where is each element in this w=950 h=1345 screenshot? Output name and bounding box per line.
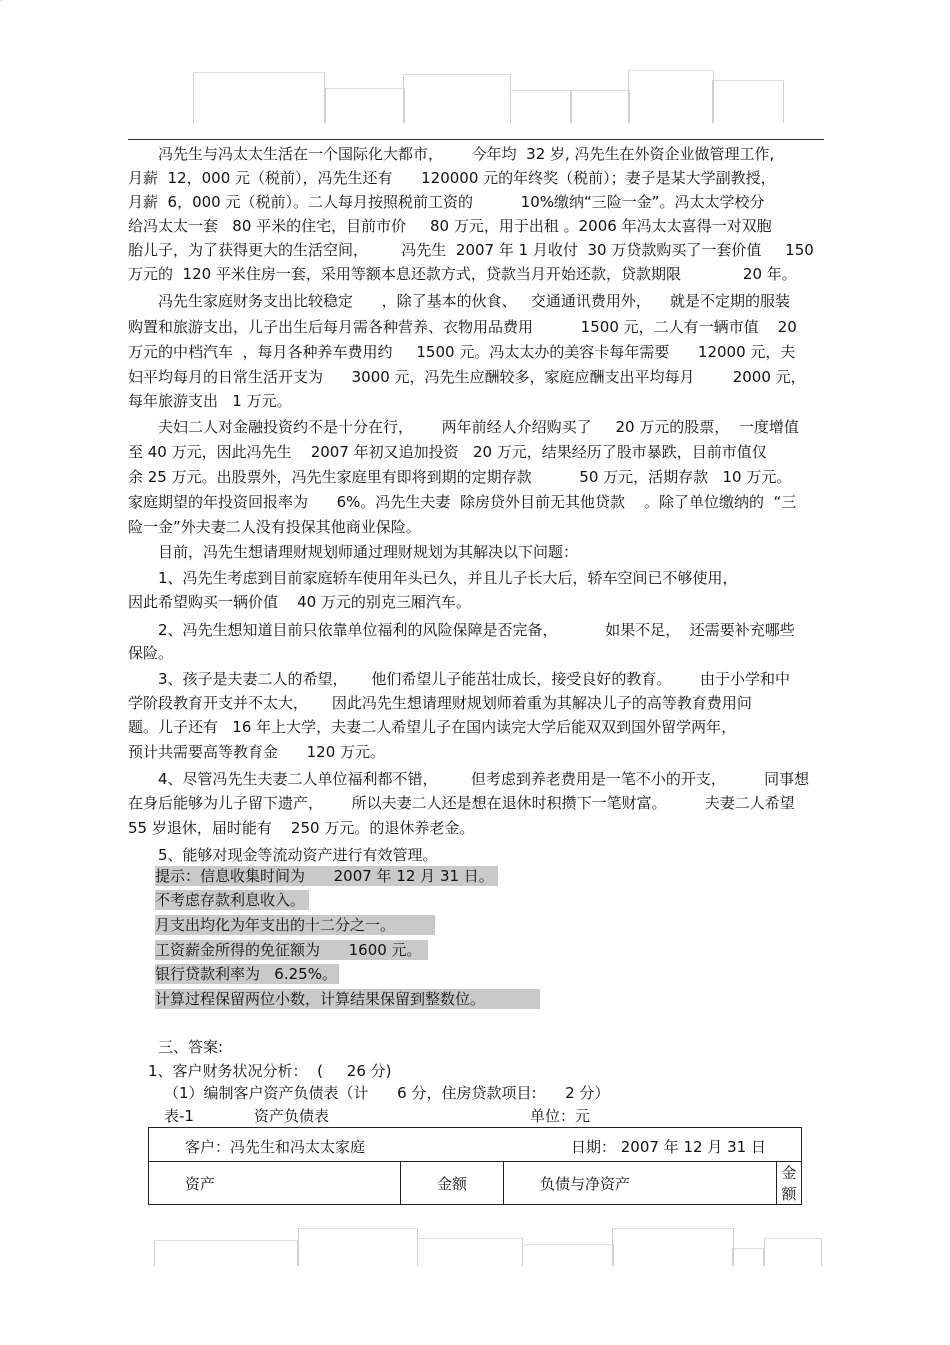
footer-mark xyxy=(417,1238,523,1266)
hint-line: 银行贷款利率为 6.25%。 xyxy=(155,965,337,983)
answer-heading: 三、答案: xyxy=(158,1038,224,1056)
text-line: 险一金”外夫妻二人没有投保其他商业保险。 xyxy=(128,518,421,536)
text-line: 月薪 12，000 元（税前），冯先生还有 120000 元的年终奖（税前）；妻子是某大学副教授， xyxy=(128,169,776,187)
text-line: 万元的中档汽车 ，每月各种养车费用约 1500 元。冯太太办的美容卡每年需要 12000 元，夫 xyxy=(128,343,796,361)
header-mark xyxy=(570,90,630,123)
header-assets: 资产 xyxy=(149,1162,401,1205)
header-mark xyxy=(712,80,784,123)
hint-line: 月支出均化为年支出的十二分之一。 xyxy=(155,916,396,934)
text-line: 5、能够对现金等流动资产进行有效管理。 xyxy=(158,846,438,864)
header-rule xyxy=(128,139,824,140)
answer-item-1-1: （1）编制客户资产负债表（计 6 分，住房贷款项目: 2 分） xyxy=(164,1084,610,1102)
hint-line: 计算过程保留两位小数，计算结果保留到整数位。 xyxy=(155,990,486,1008)
text-line: 4、尽管冯先生夫妻二人单位福利都不错， 但考虑到养老费用是一笔不小的开支， 同事想 xyxy=(158,770,810,788)
text-line: 2、冯先生想知道目前只依靠单位福利的风险保障是否完备， 如果不足， 还需要补充哪些 xyxy=(158,621,795,639)
table-unit: 单位：元 xyxy=(530,1107,591,1125)
header-mark xyxy=(193,72,325,123)
header-mark xyxy=(403,74,511,123)
text-line: 给冯太太一套 80 平米的住宅，目前市价 80 万元，用于出租 。2006 年冯太太喜得一对双胞 xyxy=(128,217,772,235)
text-line: 预计共需要高等教育金 120 万元。 xyxy=(128,743,386,761)
footer-mark xyxy=(298,1228,418,1266)
table-title: 资产负债表 xyxy=(254,1107,330,1125)
hint-line: 不考虑存款利息收入。 xyxy=(155,891,306,909)
text-line: 购置和旅游支出，儿子出生后每月需各种营养、衣物用品费用 1500 元，二人有一辆市值 20 xyxy=(128,318,797,336)
table-date: 日期： 2007 年 12 月 31 日 xyxy=(571,1138,766,1156)
text-line: 妇平均每月的日常生活开支为 3000 元，冯先生应酬较多，家庭应酬支出平均每月 2000 元， xyxy=(128,368,806,386)
text-line: 在身后能够为儿子留下遗产， 所以夫妻二人还是想在退休时积攒下一笔财富。 夫妻二人希望 xyxy=(128,794,795,812)
hint-line: 提示：信息收集时间为 2007 年 12 月 31 日。 xyxy=(155,867,494,885)
text-line: 1、冯先生考虑到目前家庭轿车使用年头已久，并且儿子长大后，轿车空间已不够使用， xyxy=(158,569,738,587)
footer-mark xyxy=(732,1248,764,1266)
header-liabilities: 负债与净资产 xyxy=(504,1162,777,1205)
table-label: 表-1 xyxy=(164,1107,194,1125)
text-line: 月薪 6，000 元（税前）。二人每月按照税前工资的 10%缴纳“三险一金”。冯太太学校分 xyxy=(128,193,765,211)
text-line: 学阶段教育开支并不太大， 因此冯先生想请理财规划师着重为其解决儿子的高等教育费用问 xyxy=(128,694,752,712)
text-line: 题。儿子还有 16 年上大学，夫妻二人希望儿子在国内读完大学后能双双到国外留学两年， xyxy=(128,718,737,736)
header-mark xyxy=(628,70,714,123)
text-line: 夫妇二人对金融投资约不是十分在行， 两年前经人介绍购买了 20 万元的股票， 一度增值 xyxy=(158,418,799,436)
answer-item-1: 1、客户财务状况分析： ( 26 分) xyxy=(148,1062,392,1080)
text-line: 冯先生家庭财务支出比较稳定 ，除了基本的伙食、 交通通讯费用外， 就是不定期的服装 xyxy=(158,292,790,310)
header-mark xyxy=(510,90,572,123)
text-line: 3、孩子是夫妻二人的希望， 他们希望儿子能茁壮成长，接受良好的教育。 由于小学和中 xyxy=(158,670,790,688)
table-header-row xyxy=(149,1128,802,1162)
text-line: 保险。 xyxy=(128,644,174,662)
text-line: 至 40 万元，因此冯先生 2007 年初又追加投资 20 万元，结果经历了股市暴跌，目前市值仅 xyxy=(128,443,767,461)
text-line: 每年旅游支出 1 万元。 xyxy=(128,392,292,410)
text-line: 家庭期望的年投资回报率为 6%。冯先生夫妻 除房贷外目前无其他贷款 。除了单位缴纳的 “三 xyxy=(128,493,797,511)
text-line: 胎儿子，为了获得更大的生活空间， 冯先生 2007 年 1 月收付 30 万贷款购买了一套价值 150 xyxy=(128,241,814,259)
text-line: 55 岁退休，届时能有 250 万元。的退休养老金。 xyxy=(128,819,475,837)
table-client-cell xyxy=(149,1128,802,1162)
text-line: 余 25 万元。出股票外，冯先生家庭里有即将到期的定期存款 50 万元，活期存款 10 万元。 xyxy=(128,468,792,486)
text-line: 冯先生与冯太太生活在一个国际化大都市， 今年均 32 岁, 冯先生在外资企业做管理工作, xyxy=(158,145,775,163)
header-amount: 金额 xyxy=(777,1162,802,1205)
footer-mark xyxy=(522,1244,614,1266)
footer-mark xyxy=(764,1238,822,1266)
header-amount: 金额 xyxy=(401,1162,504,1205)
text-line: 因此希望购买一辆价值 40 万元的别克三厢汽车。 xyxy=(128,593,471,611)
text-line: 目前，冯先生想请理财规划师通过理财规划为其解决以下问题： xyxy=(158,543,579,561)
client-name: 客户：冯先生和冯太太家庭 xyxy=(185,1138,366,1156)
footer-mark xyxy=(612,1228,734,1266)
balance-sheet-table xyxy=(148,1127,802,1205)
hint-line: 工资薪金所得的免征额为 1600 元。 xyxy=(155,941,422,959)
header-mark xyxy=(325,88,405,123)
text-line: 万元的 120 平米住房一套，采用等额本息还款方式，贷款当月开始还款，贷款期限 20 年。 xyxy=(128,265,797,283)
table-row xyxy=(149,1162,802,1205)
page-decoration-top xyxy=(0,0,2,1)
footer-mark xyxy=(154,1240,298,1266)
